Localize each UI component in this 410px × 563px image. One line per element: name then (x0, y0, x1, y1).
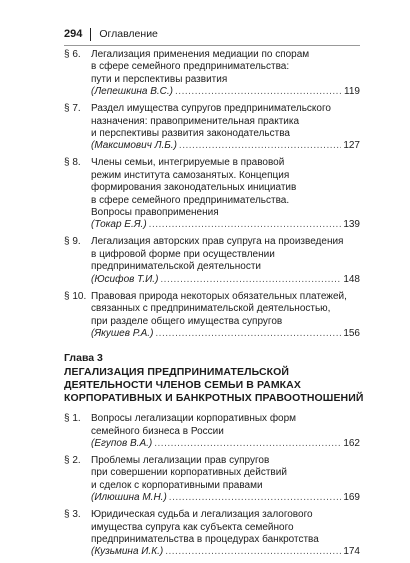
entry-body (91, 291, 360, 341)
entry-body (91, 49, 360, 99)
dot-leader (169, 492, 342, 504)
dot-leader (154, 438, 341, 450)
section-number: § 1. (64, 413, 81, 425)
dot-leader (175, 86, 342, 98)
author-line (91, 274, 360, 286)
entry-title-line: Легализация применения медиации по спорам (91, 49, 310, 60)
entry-title-line: Вопросы правоприменения (91, 207, 219, 219)
entry-body (91, 455, 360, 505)
entry-title-line: и перспективы развития законодательства (91, 128, 290, 140)
chapter-title-line: ДЕЯТЕЛЬНОСТИ ЧЛЕНОВ СЕМЬИ В РАМКАХ (64, 378, 301, 391)
entry-body (91, 157, 360, 231)
author-line (91, 86, 360, 98)
dot-leader (149, 219, 342, 231)
entry-title-line: предпринимательства в процедурах банкротства (91, 533, 319, 545)
entry-title-line: в цифровой форме при осуществлении (91, 248, 275, 260)
entry-author: (Лепешкина В.С.) (91, 86, 174, 98)
running-title: Оглавление (99, 28, 158, 40)
section-number: § 6. (64, 49, 81, 60)
page-number: 294 (64, 28, 83, 40)
dot-leader (179, 140, 341, 152)
entry-title-line: Юридическая судьба и легализация залогового (91, 509, 313, 521)
dot-leader (165, 546, 341, 558)
chapter-heading[interactable] (64, 352, 364, 405)
entry-body (91, 413, 360, 450)
section-number: § 3. (64, 509, 81, 521)
section-number: § 2. (64, 454, 81, 466)
entry-title-line: связанных с предпринимательской деятельностью, (91, 303, 331, 315)
entry-title-line: Легализация авторских прав супруга на произведения (91, 236, 344, 248)
section-number: § 9. (64, 236, 81, 248)
entry-title-line: назначения: правоприменительная практика (91, 115, 300, 127)
toc-entry[interactable] (64, 509, 360, 559)
entry-author: (Илюшина М.Н.) (91, 492, 167, 504)
entry-body (91, 236, 360, 286)
author-line (91, 140, 360, 152)
entry-title-line: при совершении корпоративных действий (91, 467, 287, 479)
toc-section-chapter-3 (64, 413, 360, 559)
entry-body (91, 509, 360, 559)
entry-title-line: в сфере семейного предпринимательства: (91, 61, 290, 73)
entry-author: (Юсифов Т.И.) (91, 273, 159, 285)
entry-title-line: при разделе общего имущества супругов (91, 315, 283, 327)
entry-page-number: 169 (343, 492, 360, 504)
toc-entry[interactable] (64, 236, 360, 286)
entry-title-line: имущества супруга как субъекта семейного (91, 521, 294, 533)
running-header (64, 26, 360, 42)
entry-author: (Максимович Л.Б.) (91, 140, 177, 152)
section-number: § 7. (64, 103, 81, 115)
author-line (91, 219, 360, 231)
entry-title-line: формирования законодательных инициатив (91, 182, 297, 194)
chapter-label: Глава 3 (64, 352, 103, 365)
entry-page-number: 119 (344, 86, 360, 98)
header-rule (64, 45, 360, 46)
entry-title-line: режим института самозанятых. Концепция (91, 169, 290, 181)
entry-page-number: 148 (343, 273, 360, 285)
entry-page-number: 139 (343, 219, 360, 231)
entry-title-line: Раздел имущества супругов предпринимательского (91, 103, 331, 115)
author-line (91, 438, 360, 450)
author-line (91, 328, 360, 340)
author-line (91, 492, 360, 504)
entry-title-line: Вопросы легализации корпоративных форм (91, 413, 297, 425)
toc-entry[interactable] (64, 455, 360, 505)
entry-page-number: 127 (343, 140, 360, 152)
toc-entry[interactable] (64, 157, 360, 231)
toc-entry[interactable] (64, 49, 360, 99)
section-number: § 8. (64, 157, 81, 169)
entry-author: (Якушев Р.А.) (91, 327, 154, 339)
entry-author: (Егупов В.А.) (91, 437, 153, 449)
entry-author: (Кузьмина И.К.) (91, 546, 164, 558)
entry-title-line: пути и перспективы развития (91, 73, 228, 85)
toc-section-chapter-2-tail (64, 49, 360, 340)
entry-page-number: 156 (343, 327, 360, 339)
entry-title-line: семейного бизнеса в России (91, 425, 224, 437)
entry-body (91, 103, 360, 153)
chapter-title-line: КОРПОРАТИВНЫХ И БАНКРОТНЫХ ПРАВООТНОШЕНИЙ (64, 391, 364, 404)
entry-page-number: 174 (343, 546, 360, 558)
toc-list (64, 49, 364, 563)
entry-page-number: 162 (343, 437, 360, 449)
dot-leader (160, 274, 341, 286)
entry-title-line: Правовая природа некоторых обязательных платежей, (91, 290, 347, 302)
entry-title-line: предпринимательской деятельности (91, 261, 261, 273)
dot-leader (155, 328, 341, 340)
entry-author: (Токар Е.Я.) (91, 219, 147, 231)
entry-title-line: Члены семьи, интегрируемые в правовой (91, 157, 285, 169)
toc-entry[interactable] (64, 413, 360, 450)
entry-title-line: Проблемы легализации прав супругов (91, 454, 270, 466)
toc-entry[interactable] (64, 291, 360, 341)
header-divider (90, 28, 91, 41)
entry-title-line: в сфере семейного предпринимательства. (91, 194, 290, 206)
chapter-title-line: ЛЕГАЛИЗАЦИЯ ПРЕДПРИНИМАТЕЛЬСКОЙ (64, 365, 290, 378)
section-number: § 10. (64, 290, 87, 302)
author-line (91, 546, 360, 558)
entry-title-line: и сделок с корпоративными правами (91, 479, 263, 491)
toc-entry[interactable] (64, 103, 360, 153)
